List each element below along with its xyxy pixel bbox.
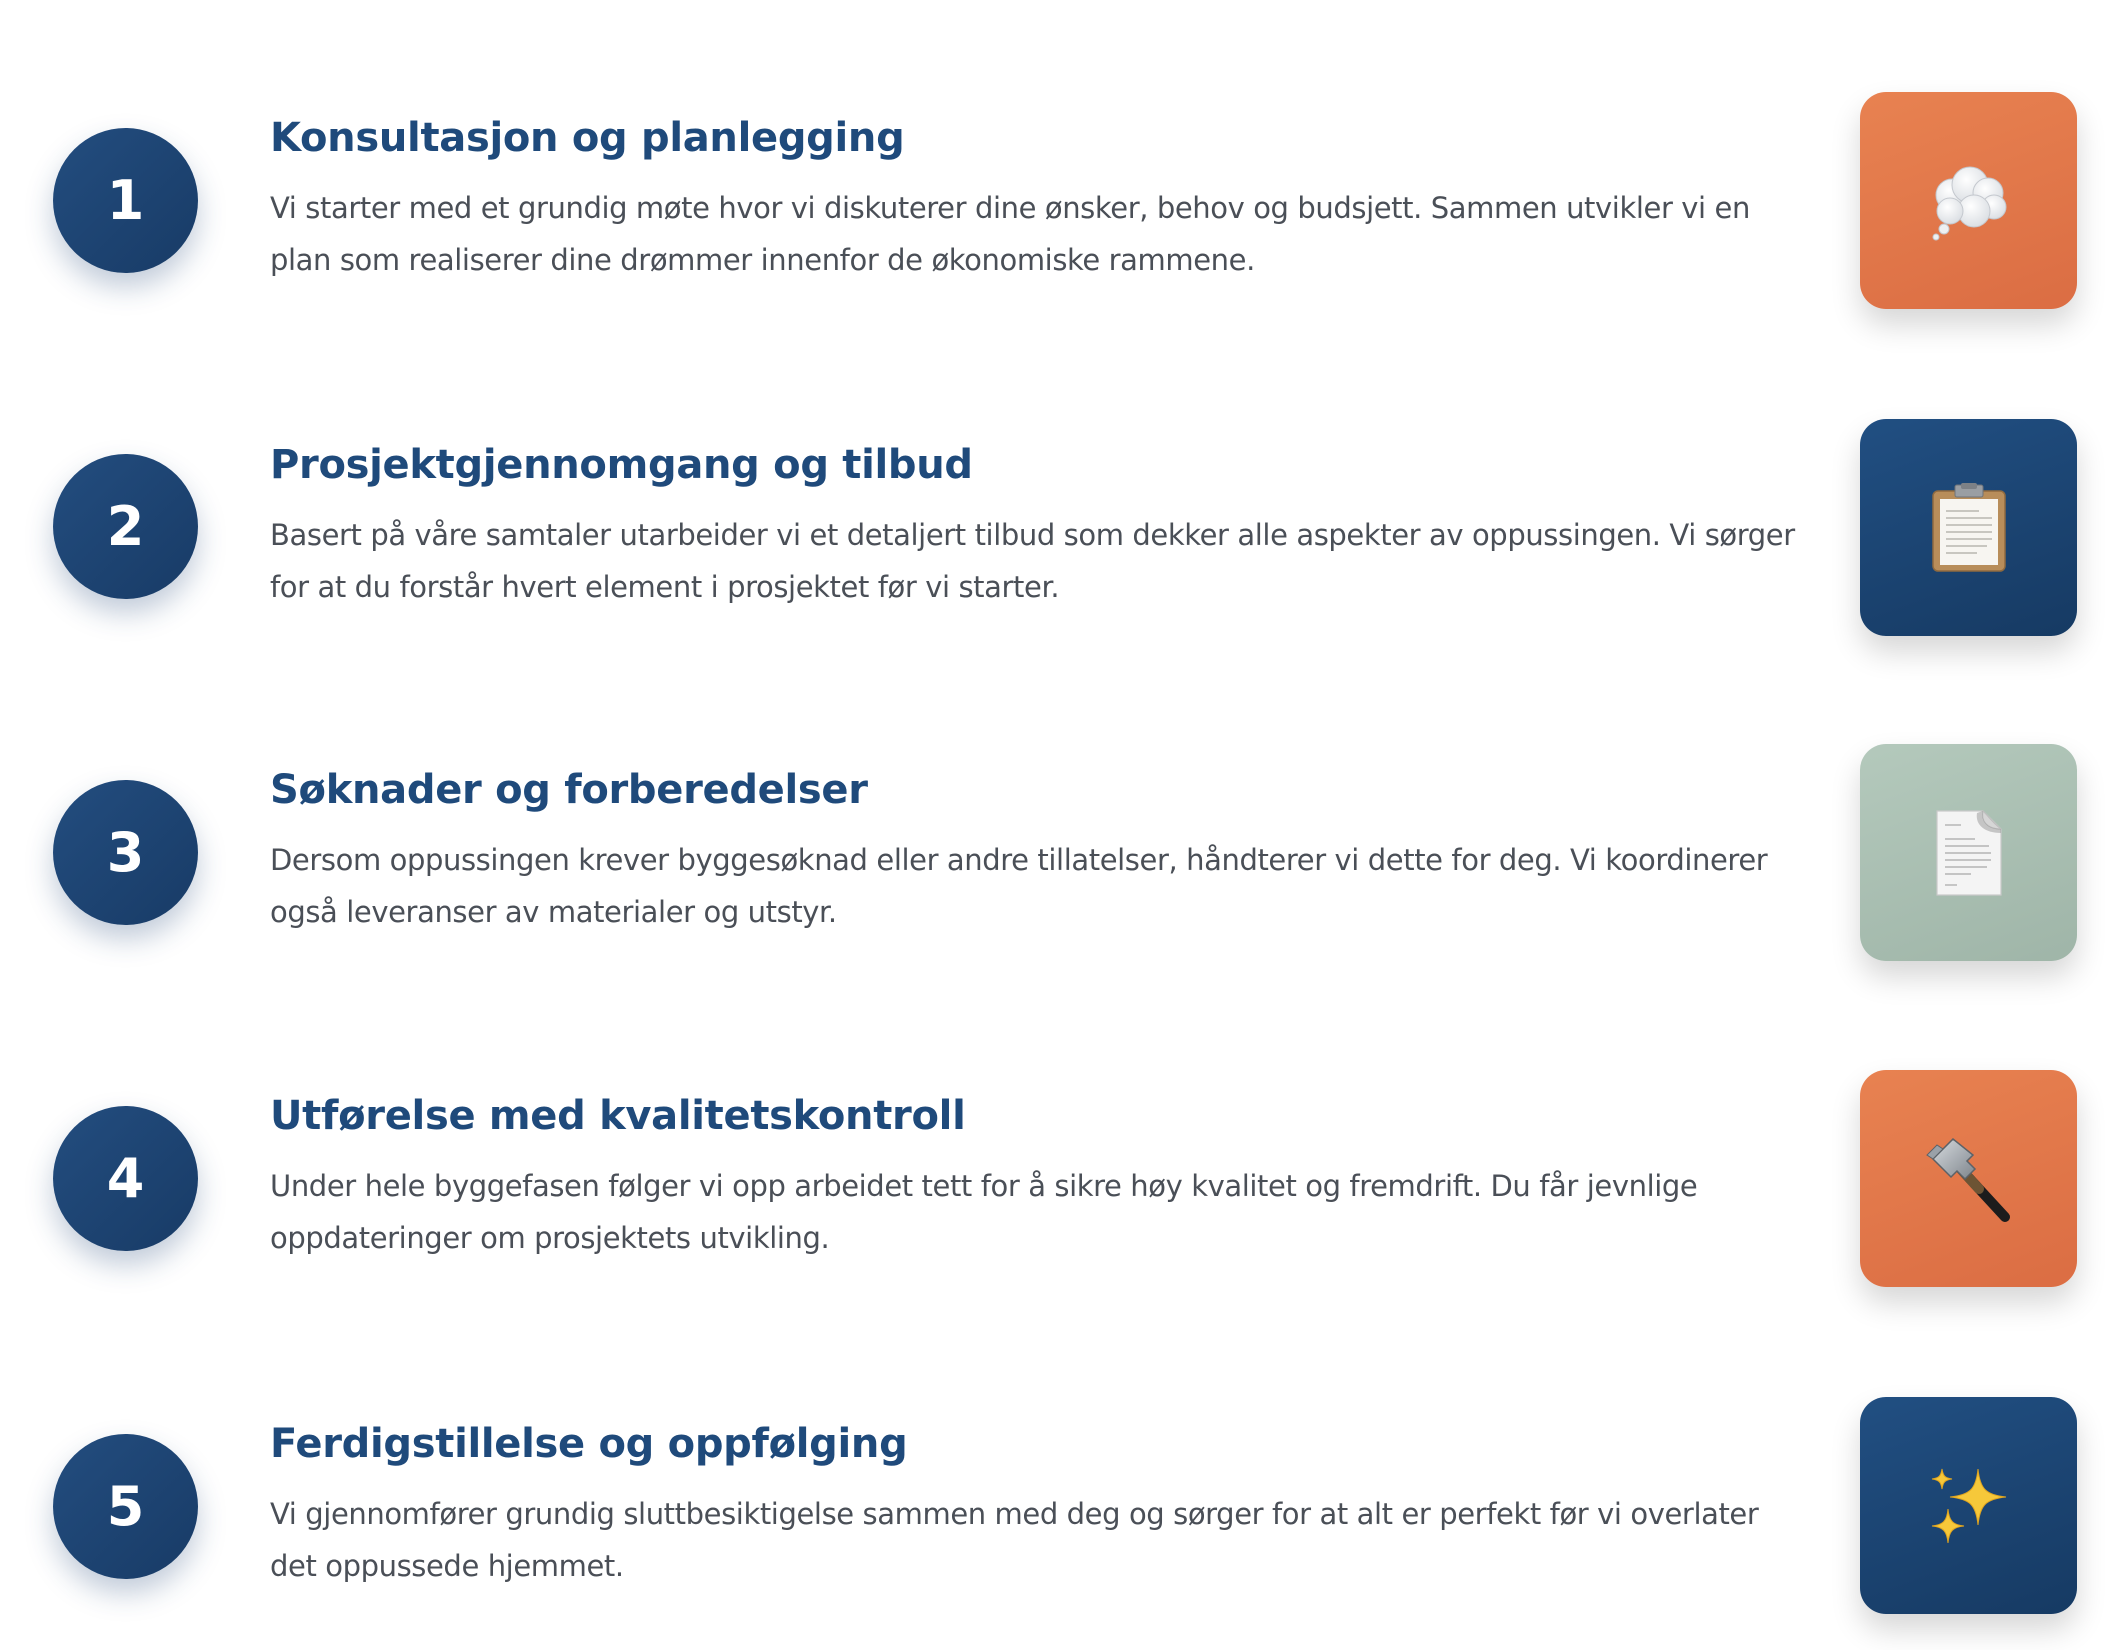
step-content bbox=[270, 1088, 1800, 1264]
step-icon-tile bbox=[1860, 1070, 2077, 1287]
step-number-badge: 2 bbox=[53, 454, 198, 599]
step-icon-tile bbox=[1860, 1397, 2077, 1614]
step-3 bbox=[0, 743, 2124, 963]
thought-bubble-icon bbox=[1924, 161, 2014, 241]
step-description: Vi gjennomfører grundig sluttbesiktigelse sammen med deg og sørger for at alt er perfekt før vi overlater det oppussede hjemmet. bbox=[270, 1497, 1759, 1583]
step-content bbox=[270, 762, 1800, 938]
step-number-badge: 1 bbox=[53, 128, 198, 273]
step-number-badge: 3 bbox=[53, 780, 198, 925]
step-title: Utførelse med kvalitetskontroll bbox=[270, 1093, 966, 1139]
sparkles-icon bbox=[1926, 1463, 2012, 1549]
step-icon-tile bbox=[1860, 744, 2077, 961]
step-number-badge: 4 bbox=[53, 1106, 198, 1251]
step-content bbox=[270, 1416, 1800, 1592]
step-4 bbox=[0, 1069, 2124, 1289]
step-description: Under hele byggefasen følger vi opp arbeidet tett for å sikre høy kvalitet og fremdrift. Du får jevnlige oppdateringer om prosjektets utvikling. bbox=[270, 1169, 1698, 1255]
step-5 bbox=[0, 1396, 2124, 1616]
step-description: Vi starter med et grundig møte hvor vi diskuterer dine ønsker, behov og budsjett. Sammen utvikler vi en plan som realiserer dine drømmer innenfor de økonomiske rammene. bbox=[270, 191, 1750, 277]
step-title: Søknader og forberedelser bbox=[270, 767, 868, 813]
step-number-badge: 5 bbox=[53, 1434, 198, 1579]
document-icon bbox=[1931, 807, 2007, 899]
step-title: Prosjektgjennomgang og tilbud bbox=[270, 442, 973, 488]
step-2 bbox=[0, 417, 2124, 637]
step-content bbox=[270, 437, 1800, 613]
step-title: Konsultasjon og planlegging bbox=[270, 115, 905, 161]
step-icon-tile bbox=[1860, 419, 2077, 636]
step-content bbox=[270, 110, 1800, 286]
step-description: Dersom oppussingen krever byggesøknad eller andre tillatelser, håndterer vi dette for deg. Vi koordinerer også leveranser av materialer og utstyr. bbox=[270, 843, 1768, 929]
step-title: Ferdigstillelse og oppfølging bbox=[270, 1421, 908, 1467]
clipboard-icon bbox=[1929, 483, 2009, 573]
hammer-icon bbox=[1923, 1133, 2015, 1225]
step-1 bbox=[0, 90, 2124, 310]
step-icon-tile bbox=[1860, 92, 2077, 309]
step-description: Basert på våre samtaler utarbeider vi et detaljert tilbud som dekker alle aspekter av oppussingen. Vi sørger for at du forstår hvert element i prosjektet før vi starter. bbox=[270, 518, 1795, 604]
